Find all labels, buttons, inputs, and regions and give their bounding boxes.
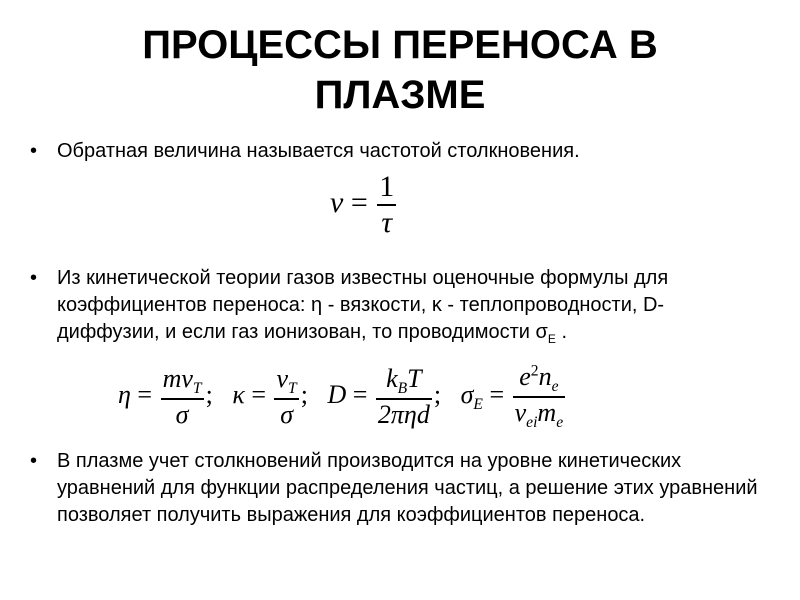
sigma-den-tail: m [537, 398, 557, 428]
bullet-dot: • [30, 267, 38, 289]
kappa-lhs: κ [232, 380, 245, 410]
formula1-den: τ [381, 206, 393, 239]
kappa-eq: = [251, 380, 266, 410]
eta-den: σ [175, 400, 189, 430]
sep-2: ; [300, 380, 308, 410]
diff-num-tail: T [407, 364, 422, 394]
eta-num [159, 364, 206, 398]
kappa-num-main: v [276, 364, 289, 394]
sigma-lhs-main: σ [460, 380, 474, 410]
bullet-2-text: Из кинетической теории газов известны оценочные формулы для коэффициентов переноса: η - вязкости, κ - теплопроводности, D- диффузии, и если газ ионизован, то проводимости σ [57, 267, 669, 343]
sigma-den-main: ν [514, 398, 527, 428]
sigma-den-sub: ei [526, 414, 538, 432]
sigma-den-tail-sub: e [556, 414, 564, 432]
eta-lhs: η [118, 380, 131, 410]
bullet-dot: • [30, 140, 38, 162]
diff-fraction [374, 364, 434, 430]
sigma-fraction [511, 362, 568, 432]
diff-num [374, 364, 434, 398]
sigma-eq: = [489, 380, 505, 410]
eta-num-main: mv [162, 364, 193, 394]
slide-title [0, 20, 800, 120]
sigma-num-tail-sub: e [551, 378, 559, 396]
diff-eq: = [352, 380, 368, 410]
kappa-den: σ [280, 400, 294, 430]
eta-fraction [159, 364, 206, 430]
formula-collision-frequency [330, 170, 398, 240]
sigma-den [511, 398, 568, 432]
formula1-lhs: ν [330, 185, 344, 219]
diff-num-main: k [386, 364, 398, 394]
title-line-2: ПЛАЗМЕ [314, 73, 486, 117]
formula1-eq: = [350, 185, 368, 219]
bullet-dot: • [30, 450, 38, 472]
sigma-num-tail: n [538, 362, 552, 391]
bullet-1 [30, 138, 770, 165]
bullet-2-body [57, 265, 770, 353]
diff-lhs: D [327, 380, 347, 410]
bullet-3 [30, 448, 770, 529]
diff-num-sub: B [397, 380, 408, 398]
bullet-2 [30, 265, 770, 353]
kappa-num [272, 364, 300, 398]
bullet-3-text: В плазме учет столкновений производится на уровне кинетических уравнений для функции распределения частиц, а решение этих уравнений позволяет получить выражения для коэффициентов переноса. [57, 450, 758, 526]
sep-3: ; [433, 380, 442, 410]
kappa-fraction [272, 364, 300, 430]
eta-num-sub: T [192, 380, 202, 398]
formula1-fraction [375, 170, 398, 240]
sigma-num-main: e [519, 362, 531, 391]
sep-1: ; [205, 380, 213, 410]
eta-eq: = [137, 380, 153, 410]
diff-den: 2πηd [377, 400, 430, 430]
title-line-1: ПРОЦЕССЫ ПЕРЕНОСА В [142, 23, 658, 67]
kappa-num-sub: T [288, 380, 297, 398]
sigma-num-sup: 2 [530, 362, 539, 380]
sigma-lhs [460, 380, 483, 414]
formula1-num: 1 [379, 170, 395, 203]
bullet-1-text: Обратная величина называется частотой столкновения. [57, 140, 580, 162]
bullet-2-after: . [555, 321, 568, 343]
bullet-2-sub: E [547, 332, 556, 346]
sigma-num [511, 362, 568, 396]
formula-transport-coefficients [118, 362, 567, 432]
sigma-lhs-sub: E [473, 396, 483, 414]
